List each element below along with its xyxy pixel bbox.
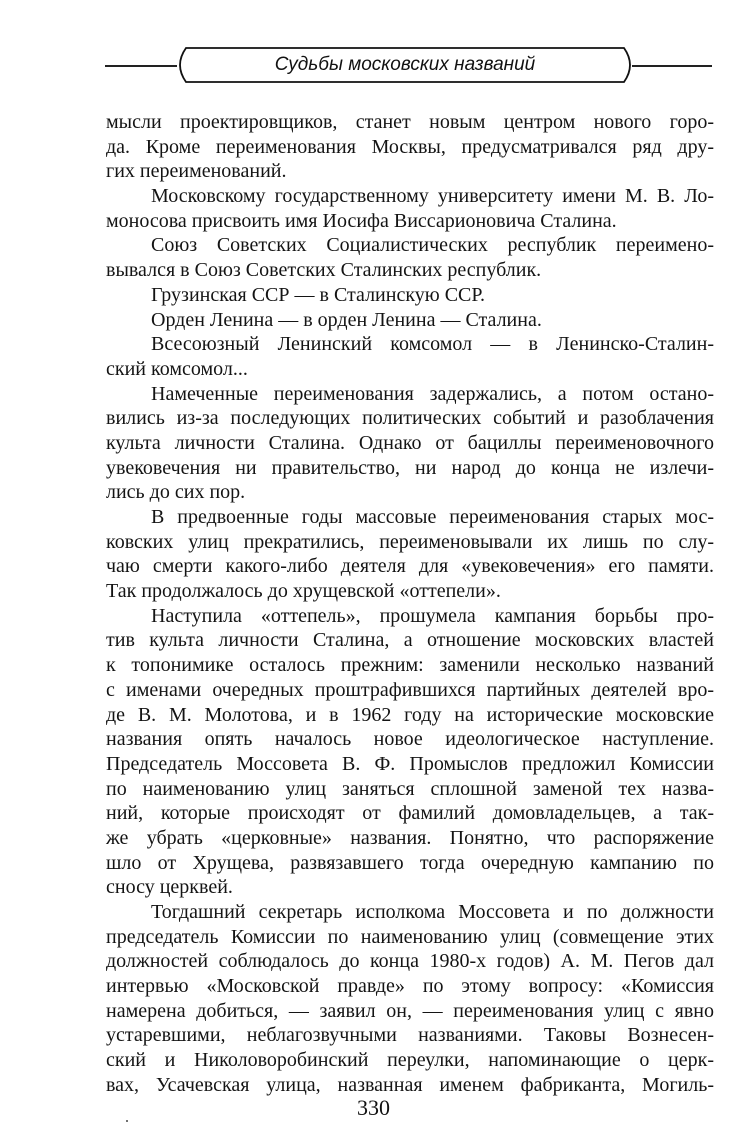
text-line: де В. М. Молотова, и в 1962 году на исторические московские (106, 703, 714, 726)
text-line: моносова присвоить имя Иосифа Виссарионовича Сталина. (106, 209, 617, 232)
text-line: Грузинская ССР — в Сталинскую ССР. (151, 283, 486, 306)
text-line: председатель Комиссии по наименованию улиц (совмещение этих (106, 925, 714, 948)
text-line: Всесоюзный Ленинский комсомол — в Ленинско-Сталин- (151, 333, 714, 356)
page-number: 330 (357, 1095, 390, 1120)
text-line: интервью «Московской правде» по этому вопросу: «Комиссия (106, 975, 714, 998)
body-text (106, 110, 714, 1098)
text-line: В предвоенные годы массовые переименования старых мос- (151, 506, 714, 528)
header-rule-right (632, 65, 712, 67)
text-line: названия опять началось новое идеологическое наступление. (106, 728, 714, 751)
text-line: ский комсомол... (106, 357, 248, 380)
text-line: гих переименований. (106, 160, 287, 183)
text-line: Орден Ленина — в орден Ленина — Сталина. (151, 308, 542, 331)
text-line: да. Кроме переименования Москвы, предусматривался ряд дру- (106, 135, 714, 158)
text-line: устаревшими, неблагозвучными названиями. Таковы Вознесен- (106, 1024, 714, 1047)
text-line: должностей соблюдалось до конца 1980-х годов) А. М. Пегов дал (106, 950, 714, 973)
scan-dot (126, 1120, 128, 1122)
text-line: по наименованию улиц заняться сплошной заменой тех назва- (106, 777, 714, 800)
header-title: Судьбы московских названий (274, 54, 536, 75)
text-line: вах, Усачевская улица, названная именем фабриканта, Могиль- (106, 1073, 714, 1096)
text-line: чаю смерти какого-либо деятеля для «увековечения» его памяти. (106, 555, 714, 578)
text-line: тив культа личности Сталина, а отношение московских властей (106, 629, 714, 652)
text-line: к топонимике осталось прежним: заменили несколько названий (106, 654, 714, 677)
text-line: ский и Николоворобинский переулки, напоминающие о церк- (106, 1049, 714, 1072)
text-line: Наступила «оттепель», прошумела кампания борьбы про- (151, 604, 714, 627)
text-line: сносу церквей. (106, 876, 233, 899)
running-header (0, 44, 747, 88)
text-line: вились из-за последующих политических событий и разоблачения (106, 407, 714, 430)
text-line: ний, которые происходят от фамилий домовладельцев, а так- (106, 802, 714, 825)
text-line: Намеченные переименования задержались, а потом остано- (151, 382, 714, 405)
text-line: с именами очередных проштрафившихся партийных деятелей вро- (106, 678, 714, 701)
text-line: вывался в Союз Советских Сталинских республик. (106, 259, 542, 282)
text-line: шло от Хрущева, развязавшего тогда очередную кампанию по (106, 851, 714, 874)
text-line: культа личности Сталина. Однако от бациллы переименовочного (106, 431, 714, 454)
header-rule-left (105, 65, 177, 67)
text-line: мысли проектировщиков, станет новым центром нового горо- (106, 111, 714, 133)
text-line: лись до сих пор. (106, 481, 246, 504)
text-line: Так продолжалось до хрущевской «оттепели». (106, 580, 501, 603)
text-line: намерена добиться, — заявил он, — переименования улиц с явно (106, 999, 714, 1022)
text-line: ковских улиц прекратились, переименовывали их лишь по слу- (106, 530, 714, 553)
text-line: Московскому государственному университету имени М. В. Ло- (151, 185, 714, 208)
text-line: Тогдашний секретарь исполкома Моссовета и по должности (151, 901, 714, 923)
text-line: Союз Советских Социалистических республик переимено- (151, 234, 714, 257)
text-line: увековечения ни правительство, ни народ до конца не излечи- (106, 456, 714, 479)
text-line: же убрать «церковные» названия. Понятно, что распоряжение (106, 826, 714, 849)
text-line: Председатель Моссовета В. Ф. Промыслов предложил Комиссии (106, 752, 714, 775)
